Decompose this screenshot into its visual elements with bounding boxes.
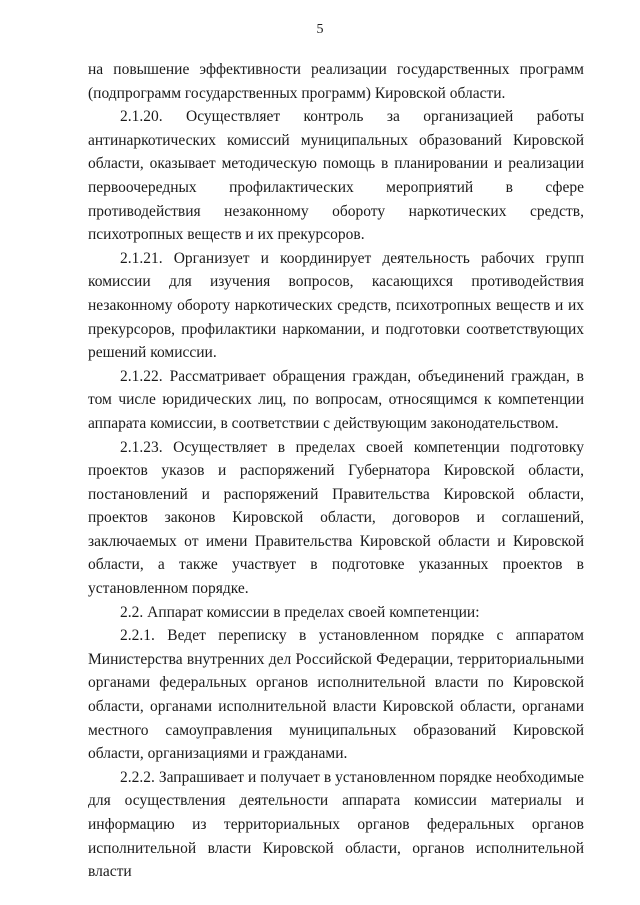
paragraph-2-2: 2.2. Аппарат комиссии в пределах своей компетенции:: [120, 603, 480, 621]
paragraph-continuation: на повышение эффективности реализации государственных программ (подпрограмм государственных программ) Кировской области.: [88, 61, 584, 102]
paragraph-2-1-22: 2.1.22. Рассматривает обращения граждан, объединений граждан, в том числе юридических лиц, по вопросам, относящимся к компетенции аппарата комиссии, в соответствии с действующим законодательством.: [88, 367, 584, 432]
page-number: 5: [316, 22, 324, 37]
paragraph-2-1-20: 2.1.20. Осуществляет контроль за организацией работы антинаркотических комиссий муниципальных образований Кировской области, оказывает методическую помощь в планировании и реализации первоочередных профилактических мероприятий в сфере противодействия незаконному обороту наркотических средств, психотропных веществ и их прекурсоров.: [88, 108, 584, 244]
paragraph-2-1-21: 2.1.21. Организует и координирует деятельность рабочих групп комиссии для изучения вопросов, касающихся противодействия незаконному обороту наркотических средств, психотропных веществ и их прекурсоров, профилактики наркомании, и подготовки соответствующих решений комиссии.: [88, 249, 584, 362]
paragraph-2-1-23: 2.1.23. Осуществляет в пределах своей компетенции подготовку проектов указов и распоряжений Губернатора Кировской области, постановлений и распоряжений Правительства Кировской области, проектов законов Кировской области, договоров и соглашений, заключаемых от имени Правительства Кировской области и Кировской области, а также участвует в подготовке указанных проектов в установленном порядке.: [88, 438, 584, 598]
document-body: [88, 58, 584, 884]
paragraph-2-2-1: 2.2.1. Ведет переписку в установленном порядке с аппаратом Министерства внутренних дел Российской Федерации, территориальными органами федеральных органов исполнительной власти по Кировской области, органами исполнительной власти Кировской области, органами местного самоуправления муниципальных образований Кировской области, организациями и гражданами.: [88, 627, 584, 763]
paragraph-2-2-2: 2.2.2. Запрашивает и получает в установленном порядке необходимые для осуществления деятельности аппарата комиссии материалы и информацию из территориальных органов федеральных органов исполнительной власти Кировской области, органов исполнительной власти: [88, 768, 584, 881]
